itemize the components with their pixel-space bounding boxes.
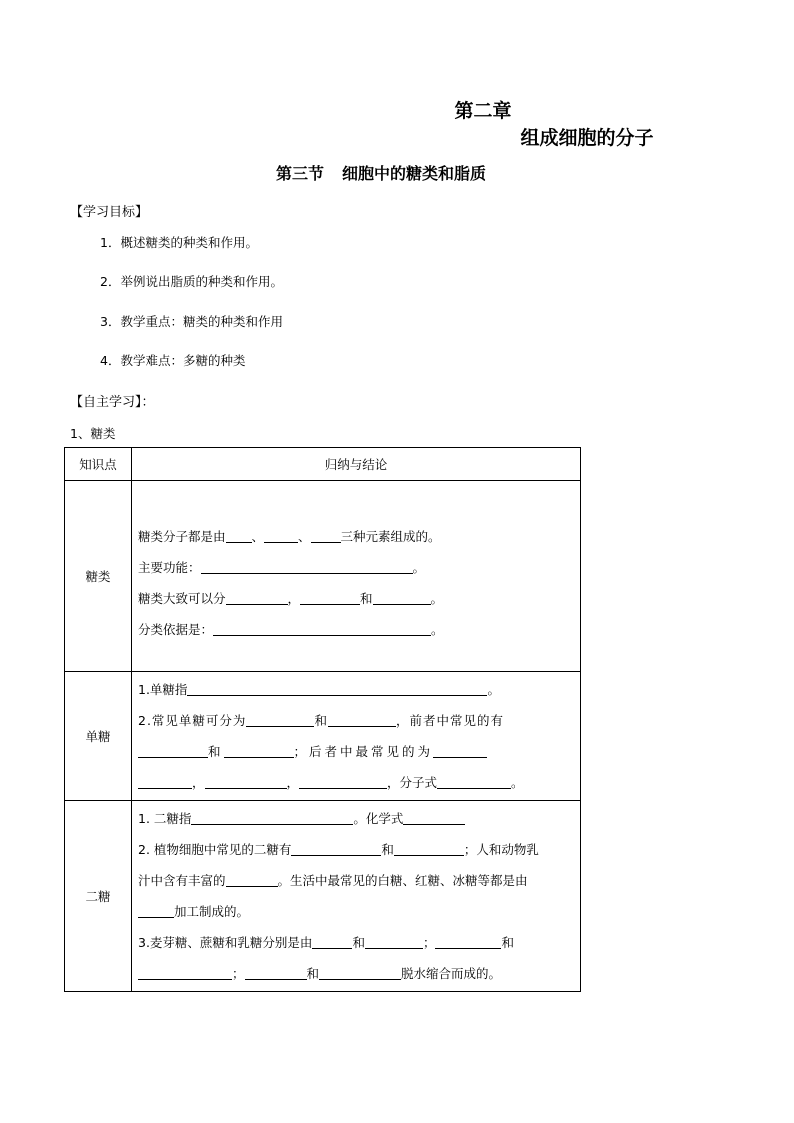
row-content-monosaccharide (132, 672, 581, 801)
section-number: 第三节 (276, 164, 325, 183)
chapter-title (0, 96, 794, 150)
fill-blank[interactable] (433, 743, 487, 758)
fill-blank[interactable] (246, 712, 314, 727)
fill-blank[interactable] (394, 841, 464, 856)
di-line-2: 2. 植物细胞中常见的二糖有 和 ；人和动物乳 (138, 842, 539, 857)
sugar-line-1: 糖类分子都是由 、 、 三种元素组成的。 (138, 529, 441, 544)
fill-blank[interactable] (435, 934, 501, 949)
row-content-disaccharide (132, 801, 581, 992)
sugar-line-4: 分类依据是： 。 (138, 622, 444, 637)
chapter-number: 第二章 (454, 100, 512, 122)
di-line-6: ； 和 脱水缩合而成的。 (138, 958, 574, 989)
mono-line-3: 和 ；后者中最常见的为 (138, 736, 574, 767)
fill-blank[interactable] (403, 810, 465, 825)
mono-line-4: ， ， ，分子式 。 (138, 767, 574, 798)
fill-blank[interactable] (201, 559, 413, 574)
row-label-sugar: 糖类 (65, 481, 132, 672)
fill-blank[interactable] (437, 774, 511, 789)
header-knowledge-point: 知识点 (65, 448, 132, 481)
table-row (65, 481, 581, 672)
di-line-3: 汁中含有丰富的 。生活中最常见的白糖、红糖、冰糖等都是由 (138, 873, 528, 888)
goal-item-3: 3．教学重点：糖类的种类和作用 (100, 314, 283, 329)
knowledge-table (64, 447, 581, 992)
section-title (276, 161, 486, 184)
di-line-5: 3.麦芽糖、蔗糖和乳糖分别是由 和 ； 和 (138, 935, 514, 950)
fill-blank[interactable] (373, 590, 431, 605)
fill-blank[interactable] (213, 621, 431, 636)
fill-blank[interactable] (226, 872, 278, 887)
fill-blank[interactable] (328, 712, 396, 727)
self-study-heading: 【自主学习】： (70, 395, 155, 410)
fill-blank[interactable] (365, 934, 423, 949)
fill-blank[interactable] (187, 681, 487, 696)
fill-blank[interactable] (226, 590, 288, 605)
header-conclusion: 归纳与结论 (132, 448, 581, 481)
fill-blank[interactable] (138, 743, 208, 758)
fill-blank[interactable] (138, 774, 192, 789)
fill-blank[interactable] (319, 965, 401, 980)
fill-blank[interactable] (312, 934, 352, 949)
subheading-sugar: 1、糖类 (70, 426, 116, 441)
fill-blank[interactable] (264, 528, 298, 543)
fill-blank[interactable] (291, 841, 381, 856)
chapter-name: 组成细胞的分子 (520, 127, 654, 149)
di-line-4: 加工制成的。 (138, 896, 574, 927)
fill-blank[interactable] (191, 810, 353, 825)
di-line-1: 1. 二糖指 。化学式 (138, 803, 574, 834)
fill-blank[interactable] (138, 903, 174, 918)
goal-item-4: 4．教学难点：多糖的种类 (100, 353, 246, 368)
fill-blank[interactable] (138, 965, 232, 980)
mono-line-2: 2.常见单糖可分为 和 ，前者中常见的有 (138, 713, 504, 728)
fill-blank[interactable] (245, 965, 307, 980)
section-name: 细胞中的糖类和脂质 (342, 164, 487, 183)
fill-blank[interactable] (205, 774, 287, 789)
sugar-line-2: 主要功能： 。 (138, 560, 426, 575)
row-label-disaccharide: 二糖 (65, 801, 132, 992)
fill-blank[interactable] (300, 590, 360, 605)
row-label-monosaccharide: 单糖 (65, 672, 132, 801)
table-row (65, 801, 581, 992)
fill-blank[interactable] (224, 743, 294, 758)
goals-heading: 【学习目标】 (70, 205, 149, 220)
table-header-row (65, 448, 581, 481)
fill-blank[interactable] (226, 528, 252, 543)
mono-line-1: 1.单糖指 。 (138, 682, 500, 697)
goal-item-1: 1．概述糖类的种类和作用。 (100, 235, 258, 250)
goal-item-2: 2．举例说出脂质的种类和作用。 (100, 274, 283, 289)
sugar-line-3: 糖类大致可以分 ， 和 。 (138, 591, 444, 606)
table-row (65, 672, 581, 801)
fill-blank[interactable] (311, 528, 341, 543)
fill-blank[interactable] (299, 774, 387, 789)
row-content-sugar (132, 481, 581, 672)
